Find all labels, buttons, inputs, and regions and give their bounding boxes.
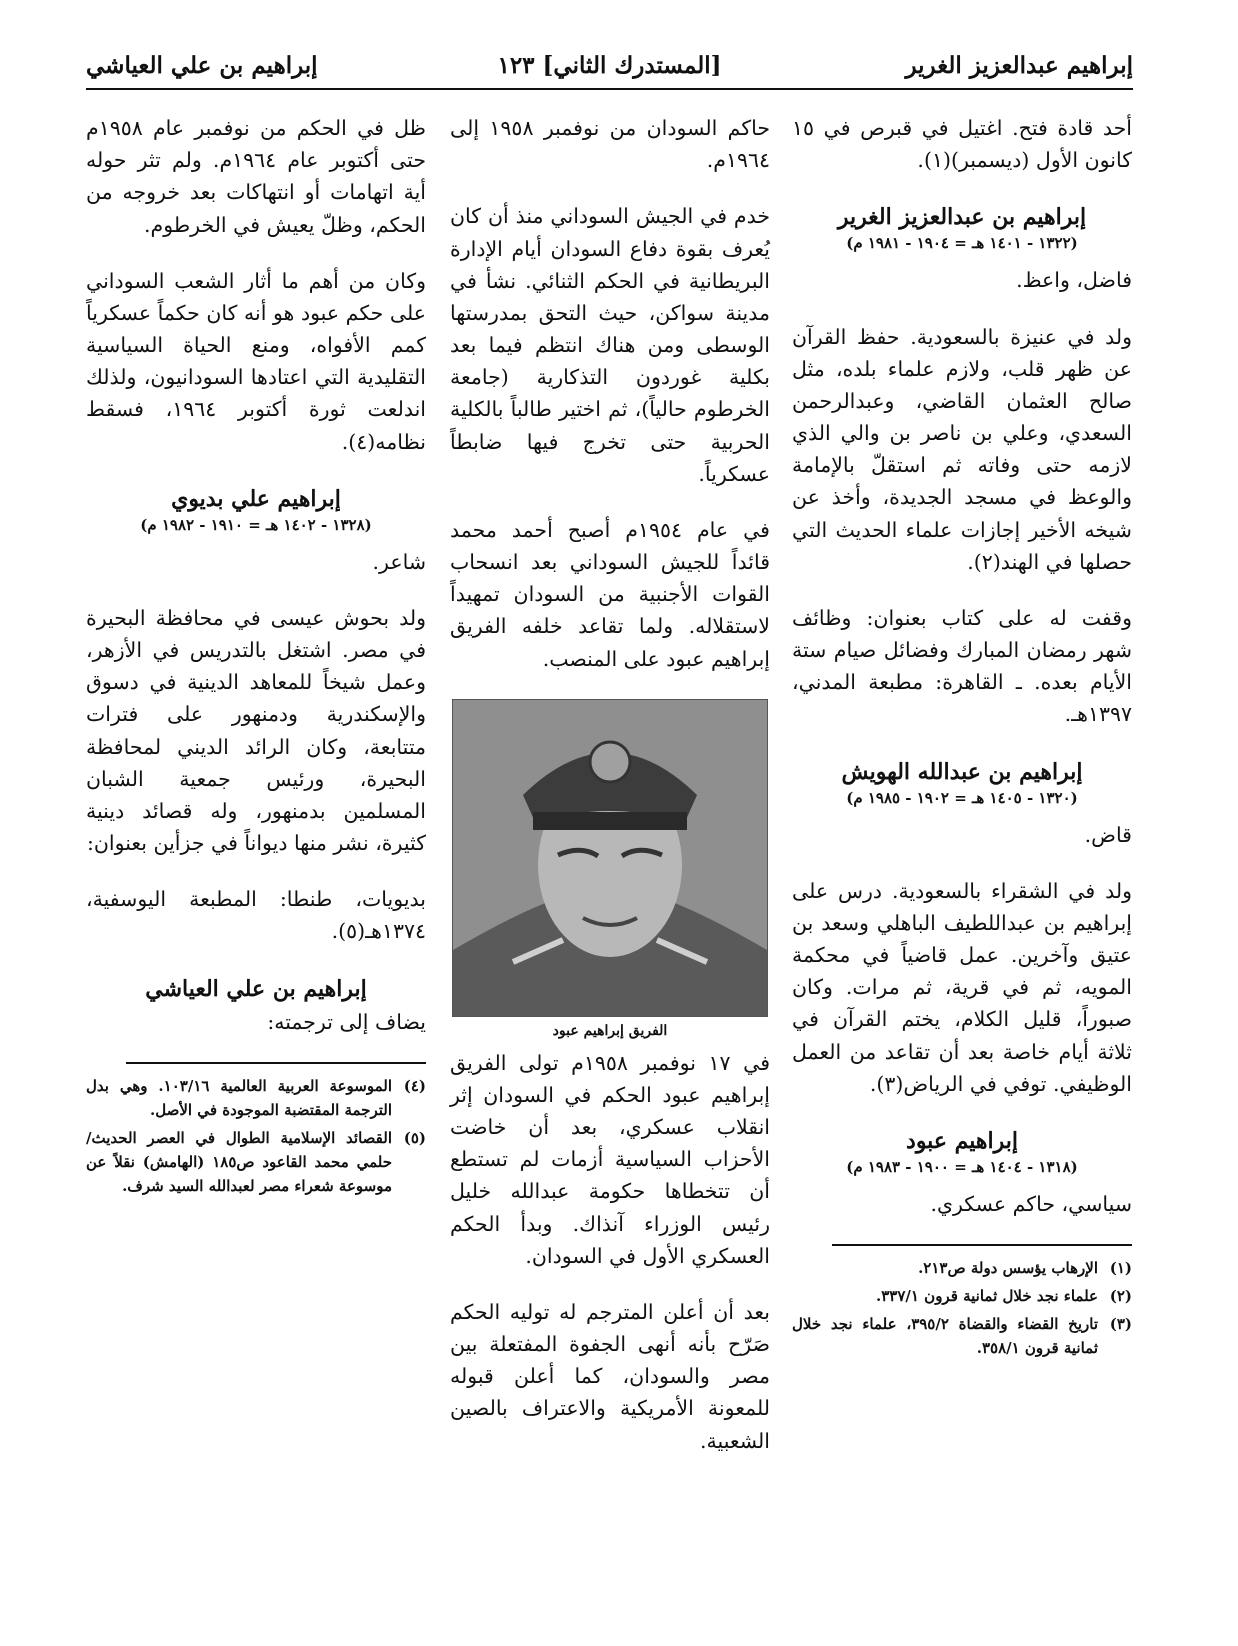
footnote-divider — [832, 1244, 1132, 1246]
paragraph: خدم في الجيش السوداني منذ أن كان يُعرف بقوة دفاع السودان أيام الإدارة البريطانية في الحكم الثنائي. نشأ في مدينة سواكن، حيث التحق بمدرستها الوسطى ومن هناك انتظم فيما بعد بكلية غوردون التذكارية (جامعة الخرطوم حالياً)، ثم اختير طالباً بالكلية الحربية حتى تخرج فيها ضابطاً عسكرياً. — [450, 204, 770, 486]
paragraph: حاكم السودان من نوفمبر ١٩٥٨ إلى ١٩٦٤م. — [450, 116, 770, 173]
entry-dates: (١٣٢٠ - ١٤٠٥ هـ = ١٩٠٢ - ١٩٨٥ م) — [846, 788, 1078, 807]
left-column — [86, 112, 426, 1202]
entry-role: شاعر. — [372, 549, 426, 574]
footnote — [792, 1256, 1132, 1280]
entry-role: قاض. — [1084, 822, 1132, 847]
paragraph: ولد بحوش عيسى في محافظة البحيرة في مصر. اشتغل بالتدريس في الأزهر، وعمل شيخاً للمعاهد الدينية في دسوق والإسكندرية ودمنهور على فترات متتابعة، وكان الرائد الديني لمحافظة البحيرة، ورئيس جمعية الشبان المسلمين بدمنهور، وله قصائد دينية كثيرة، نشر منها ديواناً في جزأين بعنوان: — [86, 605, 426, 856]
footnote-number: (٣) — [1109, 1315, 1132, 1334]
entry-title: إبراهيم علي بديوي — [171, 485, 341, 512]
entry-title: إبراهيم بن عبدالله الهويش — [841, 758, 1083, 785]
footnote — [792, 1284, 1132, 1308]
figure — [450, 699, 770, 1039]
footnote-text: علماء نجد خلال ثمانية قرون ٣٣٧/١. — [876, 1287, 1098, 1306]
header-left-title: إبراهيم بن علي العياشي — [86, 52, 318, 79]
paragraph: وكان من أهم ما أثار الشعب السوداني على حكم عبود هو أنه كان حكماً عسكرياً كمم الأفواه، ومنع الحياة السياسية التقليدية التي اعتادها السودانيون، ولذلك اندلعت ثورة أكتوبر ١٩٦٤، فسقط نظامه(٤). — [86, 268, 426, 454]
header-page-info: [المستدرك الثاني] ١٢٣ — [497, 52, 722, 79]
paragraph: بديويات، طنطا: المطبعة اليوسفية، ١٣٧٤هـ(٥). — [86, 887, 426, 944]
header-right-title: إبراهيم عبدالعزيز الغرير — [905, 52, 1133, 79]
footnote — [86, 1126, 426, 1198]
paragraph: في ١٧ نوفمبر ١٩٥٨م تولى الفريق إبراهيم عبود الحكم في السودان إثر انقلاب عسكري، بعد أن خاضت الأحزاب السياسية أزمات لم تستطع أن تتخطاها حكومة عبدالله خليل رئيس الوزراء آنذاك. وبدأ الحكم العسكري الأول في السودان. — [450, 1050, 770, 1268]
footnote — [792, 1312, 1132, 1360]
right-column — [792, 112, 1132, 1364]
middle-column — [450, 112, 770, 1481]
entry-title: إبراهيم بن علي العياشي — [145, 975, 367, 1002]
photo-caption: الفريق إبراهيم عبود — [552, 1022, 668, 1039]
paragraph: ظل في الحكم من نوفمبر عام ١٩٥٨م حتى أكتوبر عام ١٩٦٤م. ولم تثر حوله أية اتهامات أو انتهاكات بعد خروجه من الحكم، وظلّ يعيش في الخرطوم. — [86, 116, 426, 237]
footnote-number: (٥) — [403, 1128, 426, 1147]
entry-title: إبراهيم عبود — [906, 1127, 1018, 1154]
footnote-divider — [126, 1062, 426, 1064]
paragraph: يضاف إلى ترجمته: — [267, 1009, 426, 1034]
portrait-photo — [452, 699, 768, 1017]
entry-role: سياسي، حاكم عسكري. — [930, 1191, 1132, 1216]
paragraph: في عام ١٩٥٤م أصبح أحمد محمد قائداً للجيش السوداني بعد انسحاب القوات الأجنبية من السودان تمهيداً لاستقلاله. ولما تقاعد خلفه الفريق إبراهيم عبود على المنصب. — [450, 517, 770, 671]
running-header — [86, 40, 1133, 90]
footnote-text: الموسوعة العربية العالمية ١٠٣/١٦. وهي بدل الترجمة المقتضبة الموجودة في الأصل. — [86, 1076, 393, 1119]
footnote-number: (٢) — [1109, 1287, 1132, 1306]
footnote-text: الإرهاب يؤسس دولة ص٢١٣. — [918, 1259, 1098, 1278]
footnote-text: القصائد الإسلامية الطوال في العصر الحديث/ حلمي محمد القاعود ص١٨٥ (الهامش) نقلاً عن موسوعة شعراء مصر لعبدالله السيد شرف. — [86, 1128, 392, 1195]
portrait-illustration — [453, 700, 767, 1016]
entry-dates: (١٣١٨ - ١٤٠٤ هـ = ١٩٠٠ - ١٩٨٣ م) — [846, 1157, 1078, 1176]
paragraph: بعد أن أعلن المترجم له توليه الحكم صَرّح بأنه أنهى الجفوة المفتعلة بين مصر والسودان، كما أعلن قبوله للمعونة الأمريكية والاعتراف بالصين الشعبية. — [450, 1299, 770, 1453]
paragraph: وقفت له على كتاب بعنوان: وظائف شهر رمضان المبارك وفضائل صيام ستة الأيام بعده. ـ القاهرة: مطبعة المدني، ١٣٩٧هـ. — [792, 605, 1132, 727]
footnote-number: (٤) — [403, 1076, 426, 1095]
footnote-number: (١) — [1109, 1259, 1132, 1278]
footnote-list — [86, 1074, 426, 1198]
entry-dates: (١٣٢٨ - ١٤٠٢ هـ = ١٩١٠ - ١٩٨٢ م) — [140, 515, 372, 534]
paragraph: أحد قادة فتح. اغتيل في قبرص في ١٥ كانون الأول (ديسمبر)(١). — [792, 116, 1132, 173]
entry-role: فاضل، واعظ. — [1016, 268, 1132, 293]
footnote — [86, 1074, 426, 1122]
footnote-text: تاريخ القضاء والقضاة ٣٩٥/٢، علماء نجد خلال ثمانية قرون ٣٥٨/١. — [792, 1315, 1098, 1358]
footnote-list — [792, 1256, 1132, 1360]
paragraph: ولد في الشقراء بالسعودية. درس على إبراهيم بن عبداللطيف الباهلي وسعد بن عتيق وآخرين. عمل قاضياً في محكمة المويه، ثم في قرية، ثم مرات. وكان صبوراً، قليل الكلام، يختم القرآن في ثلاثة أيام خاصة بعد أن تقاعد من العمل الوظيفي. توفي في الرياض(٣). — [792, 878, 1132, 1096]
entry-title: إبراهيم بن عبدالعزيز الغرير — [837, 204, 1087, 231]
entry-dates: (١٣٢٢ - ١٤٠١ هـ = ١٩٠٤ - ١٩٨١ م) — [846, 234, 1078, 253]
paragraph: ولد في عنيزة بالسعودية. حفظ القرآن عن ظهر قلب، ولازم علماء بلده، مثل صالح العثمان القاضي، وعبدالرحمن السعدي، وعلي بن ناصر بن والي الذي لازمه حتى وفاته ثم استقلّ بالإمامة والوعظ في مسجد الجديدة، وأخذ عن شيخه الأخير إجازات علماء الحديث التي حصلها في الهند(٢). — [792, 324, 1132, 574]
